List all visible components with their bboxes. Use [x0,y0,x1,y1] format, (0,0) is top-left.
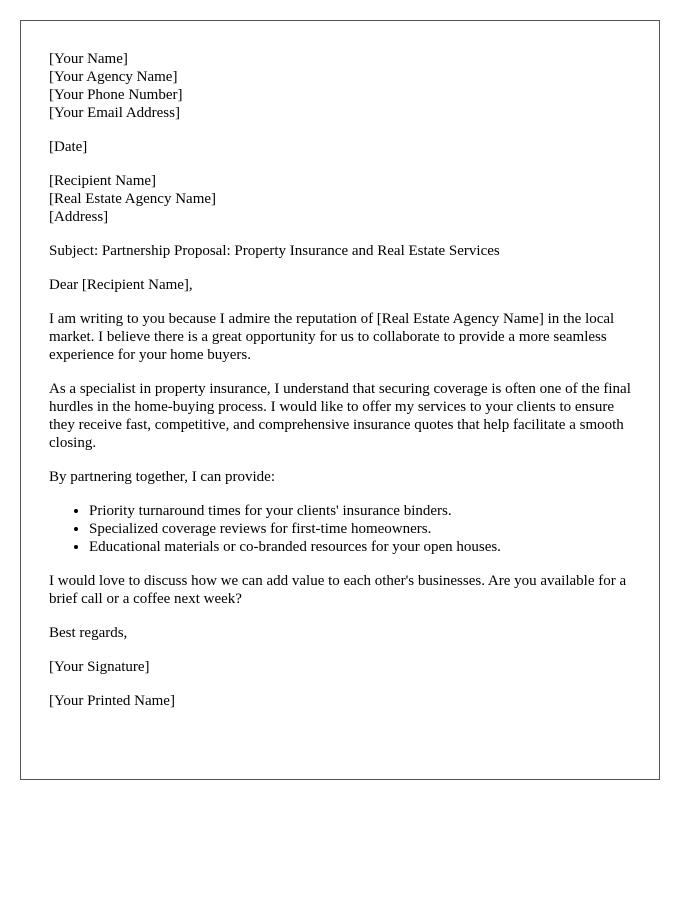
letter-page [20,20,660,780]
sender-name: [Your Name] [49,51,128,67]
list-item: • Educational materials or co-branded resources for your open houses. [89,538,631,556]
list-item: • Priority turnaround times for your clients' insurance binders. [89,502,631,520]
recipient-agency: [Real Estate Agency Name] [49,191,217,207]
body-paragraph-partnering: By partnering together, I can provide: [49,469,275,485]
recipient-address: [Address] [49,209,109,225]
printed-name: [Your Printed Name] [49,693,175,709]
date-block [49,138,631,156]
benefits-list [49,502,631,556]
recipient-name: [Recipient Name] [49,173,157,189]
signature: [Your Signature] [49,659,150,675]
sender-agency: [Your Agency Name] [49,69,178,85]
salutation: Dear [Recipient Name], [49,277,193,293]
sender-email: [Your Email Address] [49,105,180,121]
letter-date: [Date] [49,139,88,155]
sender-phone: [Your Phone Number] [49,87,183,103]
list-item: • Specialized coverage reviews for first-time homeowners. [89,520,631,538]
subject-line: Subject: Partnership Proposal: Property Insurance and Real Estate Services [49,243,500,259]
body-paragraph-intro: I am writing to you because I admire the reputation of [Real Estate Agency Name] in the local market. I believe there is a great opportunity for us to collaborate to provide a more seamless experience for your home buyers. [49,311,615,363]
sender-block [49,50,631,122]
closing-paragraph: I would love to discuss how we can add value to each other's businesses. Are you available for a brief call or a coffee next week? [49,573,627,607]
body-paragraph-specialist: As a specialist in property insurance, I understand that securing coverage is often one of the final hurdles in the home-buying process. I would like to offer my services to your clients to ensure they receive fast, competitive, and comprehensive insurance quotes that help facilitate a smooth closing. [49,381,631,451]
sign-off: Best regards, [49,625,128,641]
recipient-block [49,172,631,226]
